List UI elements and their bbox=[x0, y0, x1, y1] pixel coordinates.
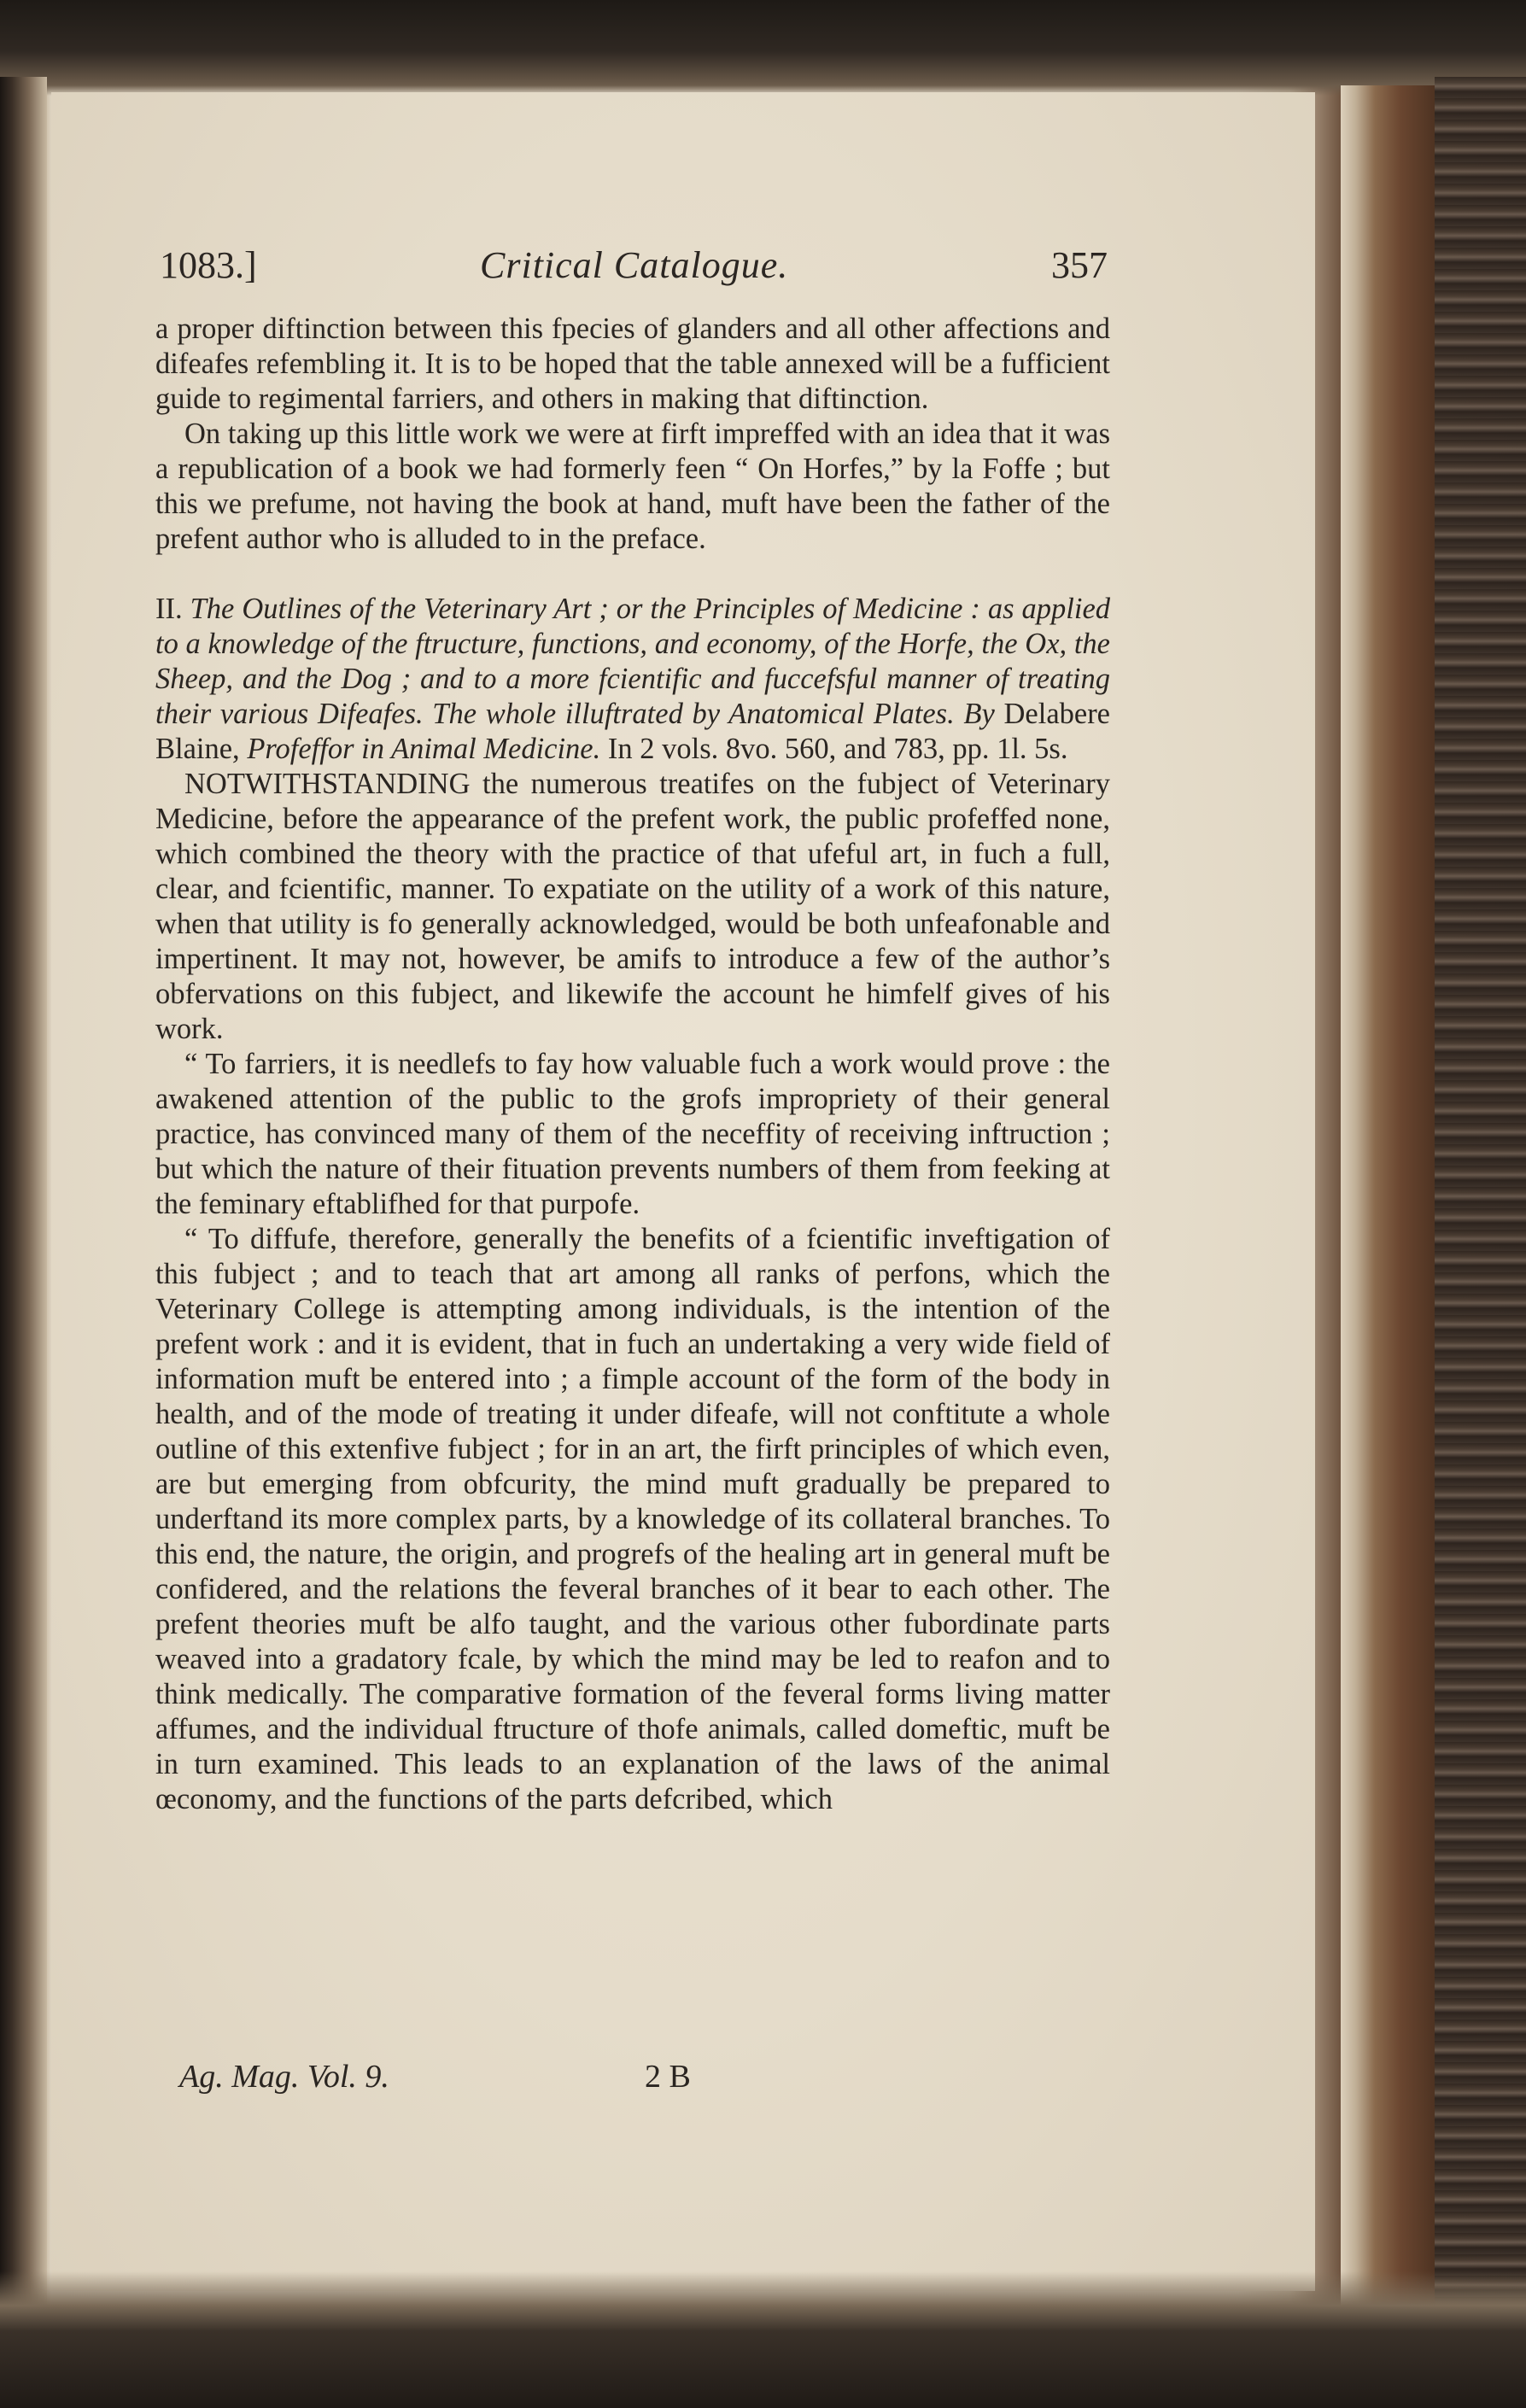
entry-author: Delabere Blaine, bbox=[155, 698, 1110, 765]
signature-volume: Ag. Mag. Vol. 9. bbox=[179, 2059, 389, 2095]
signature-mark: 2 B bbox=[645, 2059, 691, 2095]
paragraph-2: On taking up this little work we were at firft impreffed with an idea that it was a republication of a book we had formerly feen “ On Horfes,” by la Foffe ; but this we prefume, not having the book at hand, muft have been the father of the prefent author who is alluded to in the preface. bbox=[155, 418, 1110, 555]
scan-top-shadow bbox=[0, 0, 1526, 96]
page-number: 357 bbox=[1051, 244, 1108, 286]
entry-role: Profeffor in Animal Medicine. bbox=[247, 733, 601, 765]
entry-publication: In 2 vols. 8vo. 560, and 783, pp. 1l. 5s. bbox=[607, 733, 1068, 765]
entry-title: The Outlines of the Veterinary Art ; or the Principles of Medicine : as applied to a knowledge of the ftructure, functions, and economy, of the Horfe, the Ox, the Sheep, and the Dog ; and to a more fcientific and fuccefsful manner of treating their various Difeafes. The whole illuftrated by Anatomical Plates. bbox=[155, 593, 1111, 730]
paragraph-1: a proper diftinction between this fpecies of glanders and all other affections and difeafes refembling it. It is to be hoped that the table annexed will be a fufficient guide to regimental farriers, and others in making that diftinction. bbox=[155, 313, 1110, 415]
section-gap bbox=[155, 557, 1110, 592]
left-page-edge bbox=[0, 77, 47, 2314]
scan-bottom-shadow bbox=[0, 2271, 1526, 2408]
paragraph-4: “ To farriers, it is needlefs to fay how valuable fuch a work would prove : the awakened attention of the public to the grofs impropriety of their general practice, has convinced many of them of the neceffity of receiving inftruction ; but which the nature of their fituation prevents numbers of them from feeking at the feminary eftablifhed for that purpofe. bbox=[155, 1048, 1110, 1220]
catalogue-entry bbox=[155, 592, 1110, 767]
right-page-edge bbox=[1341, 85, 1435, 2306]
header-folio-left: 1083.] bbox=[160, 244, 257, 286]
running-title: Critical Catalogue. bbox=[480, 244, 789, 286]
body-text bbox=[155, 312, 1110, 1817]
page-stack-edges bbox=[1435, 77, 1526, 2314]
running-header bbox=[160, 243, 1108, 295]
entry-number: II. bbox=[155, 593, 183, 625]
paragraph-3: NOTWITHSTANDING the numerous treatifes on the fubject of Veterinary Medicine, before the appearance of the prefent work, the public profeffed none, which combined the theory with the practice of that ufeful art, in fuch a full, clear, and fcientific, manner. To expatiate on the utility of a work of this nature, when that utility is fo generally acknowledged, would be both unfeafonable and impertinent. It may not, however, be amifs to introduce a few of the author’s obfervations on this fubject, and likewife the account he himfelf gives of his work. bbox=[155, 768, 1110, 1045]
paragraph-5: “ To diffufe, therefore, generally the benefits of a fcientific inveftigation of this fubject ; and to teach that art among all ranks of perfons, which the Veterinary College is attempting among individuals, is the intention of the prefent work : and it is evident, that in fuch an undertaking a very wide field of information muft be entered into ; a fimple account of the form of the body in health, and of the mode of treating it under difeafe, will not conftitute a whole outline of this extenfive fubject ; for in an art, the firft principles of which even, are but emerging from obfcurity, the mind muft gradually be prepared to underftand its more complex parts, by a knowledge of its collateral branches. To this end, the nature, the origin, and progrefs of the healing art in general muft be confidered, and the relations the feveral branches of it bear to each other. The prefent theories muft be alfo taught, and the various other fubordinate parts weaved into a gradatory fcale, by which the mind may be led to reafon and to think medically. The comparative formation of the feveral forms living matter affumes, and the individual ftructure of thofe animals, called domeftic, muft be in turn examined. This leads to an explanation of the laws of the animal œconomy, and the functions of the parts defcribed, which bbox=[155, 1223, 1110, 1815]
entry-by: By bbox=[963, 698, 995, 730]
signature-line bbox=[179, 2058, 777, 2101]
